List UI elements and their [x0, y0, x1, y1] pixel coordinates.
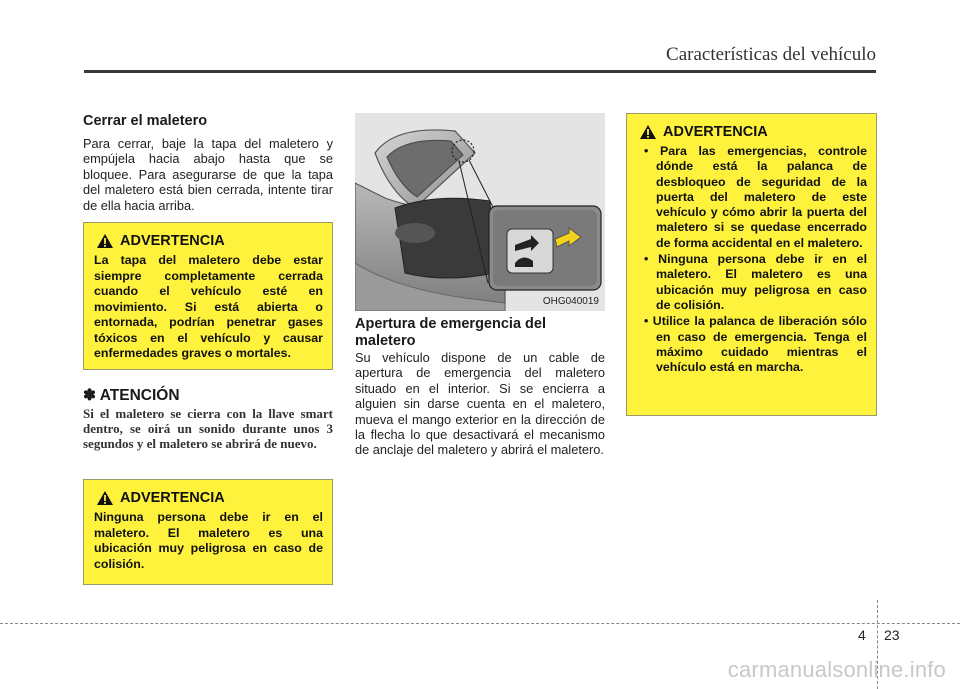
emergency-section-body: Su vehículo dispone de un cable de apertura de emergencia del maletero situado en el interior. Si se encierra a alguien sin darse cuenta en el maletero, mueva el mango exterior en la dirección de la flecha lo que desactivará el mecanismo de anclaje del maletero y abrirá el maletero. [355, 350, 605, 458]
attention-text: Si el maletero se cierra con la llave smart dentro, se oirá un sonido durante unos 3 segundos y el maletero se abrirá de nuevo. [83, 406, 333, 451]
warning-text: La tapa del maletero debe estar siempre completamente cerrada cuando el vehículo esté en movimiento. Si está abierta o entornada, podrían penetrar gases tóxicos en el vehículo y causar enfermedades graves o mortales. [94, 253, 323, 360]
close-trunk-section [83, 113, 333, 213]
attention-title: ✽ ATENCIÓN [83, 387, 180, 404]
trunk-illustration [355, 113, 605, 311]
running-header: Características del vehículo [666, 44, 876, 65]
warning-text: Ninguna persona debe ir en el maletero. El maletero es una ubicación muy peligrosa en caso de colisión. [94, 510, 323, 571]
header-rule [84, 70, 876, 73]
warning-list-item: • Ninguna persona debe ir en el maletero. El maletero es una ubicación muy peligrosa en caso de colisión. [637, 252, 867, 313]
warning-header [637, 124, 867, 140]
warning-box-1 [83, 222, 333, 370]
figure-code: OHG040019 [542, 296, 599, 307]
chapter-number: 4 [858, 627, 866, 643]
warning-triangle-icon [96, 490, 114, 506]
warning-list-item: • Utilice la palanca de liberación sólo en caso de emergencia. Tenga el máximo cuidado mientras el vehículo está en marcha. [637, 314, 867, 375]
watermark: carmanualsonline.info [727, 657, 946, 682]
page-number: 23 [884, 627, 900, 643]
warning-triangle-icon [96, 233, 114, 249]
warning-box-3 [626, 113, 877, 416]
warning-list [637, 144, 867, 375]
warning-title: ADVERTENCIA [663, 124, 768, 140]
warning-box-2 [83, 479, 333, 585]
trunk-release-drawing [355, 113, 605, 311]
warning-title: ADVERTENCIA [120, 490, 225, 506]
warning-header [94, 233, 323, 249]
footer-rule [0, 623, 960, 624]
warning-header [94, 490, 323, 506]
section-title: Cerrar el maletero [83, 113, 208, 129]
section-body: Para cerrar, baje la tapa del maletero y empújela hacia abajo hasta que se bloquee. Para asegurarse de que la tapa del maletero está bien cerrada, intente tirar de ella hacia arriba. [83, 136, 333, 213]
warning-title: ADVERTENCIA [120, 233, 225, 249]
warning-triangle-icon [639, 124, 657, 140]
emergency-section-title: Apertura de emergencia del maletero [355, 316, 546, 349]
warning-list-item: • Para las emergencias, controle dónde está la palanca de desbloqueo de seguridad de la puerta del maletero de este vehículo y cómo abrir la puerta del maletero si se quedase encerrado de forma accidental en el maletero. [637, 144, 867, 251]
